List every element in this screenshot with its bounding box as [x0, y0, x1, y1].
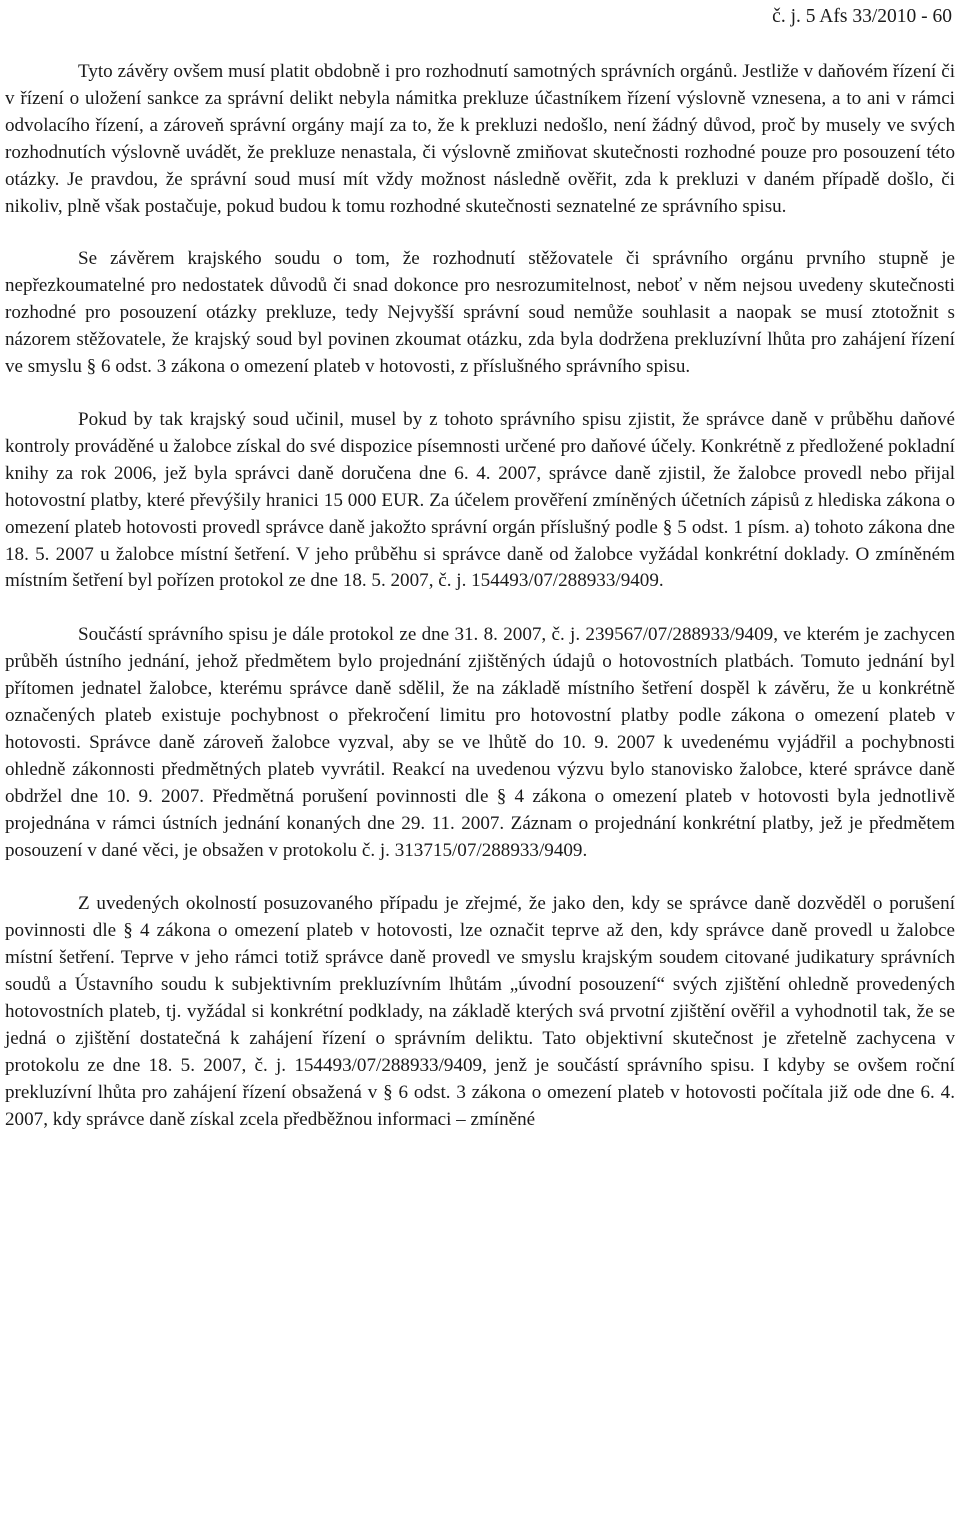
paragraph-2: Se závěrem krajského soudu o tom, že rozhodnutí stěžovatele či správního orgánu prvního stupně je nepřezkoumatelné pro nedostatek důvodů či snad dokonce pro nesrozumitelnost, neboť v něm nejsou uvedeny skutečnosti rozhodné pro posouzení otázky prekluze, tedy Nejvyšší správní soud nemůže souhlasit a naopak se musí ztotožnit s názorem stěžovatele, že krajský soud byl povinen zkoumat otázku, zda byla dodržena prekluzívní lhůta pro zahájení řízení ve smyslu § 6 odst. 3 zákona o omezení plateb v hotovosti, z příslušného správního spisu.	[5, 248, 955, 378]
paragraph-4: Součástí správního spisu je dále protokol ze dne 31. 8. 2007, č. j. 239567/07/288933/9409, ve kterém je zachycen průběh ústního jednání, jehož předmětem bylo projednání zjištěných údajů o hotovostních platbách. Tomuto jednání byl přítomen jednatel žalobce, kterému správce daně sdělil, že na základě místního šetření dospěl k závěru, že u konkrétně označených plateb existuje pochybnost o překročení limitu pro hotovostní platby podle zákona o omezení plateb v hotovosti. Správce daně zároveň žalobce vyzval, aby se ve lhůtě do 10. 9. 2007 k uvedenému vyjádřil a pochybnosti ohledně zákonnosti předmětných plateb vyvrátil. Reakcí na uvedenou výzvu bylo stanovisko žalobce, které správce daně obdržel dne 10. 9. 2007. Předmětná porušení povinnosti dle § 4 zákona o omezení plateb v hotovosti byla jednotlivě projednána v rámci ústních jednání konaných dne 29. 11. 2007. Záznam o projednání konkrétní platby, jež je předmětem posouzení v dané věci, je obsažen v protokolu č. j. 313715/07/288933/9409.	[5, 624, 955, 861]
document-body	[5, 59, 955, 1134]
case-number-header: č. j. 5 Afs 33/2010 - 60	[772, 6, 952, 27]
paragraph-1: Tyto závěry ovšem musí platit obdobně i pro rozhodnutí samotných správních orgánů. Jestliže v daňovém řízení či v řízení o uložení sankce za správní delikt nebyla námitka prekluze účastníkem řízení výslovně vznesena, a to ani v rámci odvolacího řízení, a zároveň správní orgány mají za to, že k prekluzi nedošlo, není žádný důvod, proč by musely ve svých rozhodnutích výslovně uvádět, že prekluze nenastala, či výslovně zmiňovat skutečnosti rozhodné pouze pro posouzení této otázky. Je pravdou, že správní soud musí mít vždy možnost následně ověřit, zda k prekluzi v daném případě došlo, či nikoliv, plně však postačuje, pokud budou k tomu rozhodné skutečnosti seznatelné ze správního spisu.	[5, 61, 955, 217]
paragraph-5: Z uvedených okolností posuzovaného případu je zřejmé, že jako den, kdy se správce daně dozvěděl o porušení povinnosti dle § 4 zákona o omezení plateb v hotovosti, lze označit teprve až den, kdy správce daně provedl u žalobce místní šetření. Teprve v jeho rámci totiž správce daně provedl ve smyslu krajským soudem citované judikatury správních soudů a Ústavního soudu k subjektivním prekluzívním lhůtám „úvodní posouzení“ svých zjištění ohledně provedených hotovostních plateb, tj. vyžádal si konkrétní podklady, na základě kterých svá prvotní zjištění ověřil a vyhodnotil tak, že se jedná o zjištění dostatečná k zahájení řízení o správním deliktu. Tato objektivní skutečnost je zřetelně zachycena v protokolu ze dne 18. 5. 2007, č. j. 154493/07/288933/9409, jenž je součástí správního spisu. I kdyby se ovšem roční prekluzívní lhůta pro zahájení řízení obsažená v § 6 odst. 3 zákona o omezení plateb v hotovosti počítala již ode dne 6. 4. 2007, kdy správce daně získal zcela předběžnou informaci – zmíněné	[5, 893, 955, 1130]
paragraph-3: Pokud by tak krajský soud učinil, musel by z tohoto správního spisu zjistit, že správce daně v průběhu daňové kontroly prováděné u žalobce získal do své dispozice písemnosti určené pro daňové účely. Konkrétně z předložené pokladní knihy za rok 2006, jež byla správci daně doručena dne 6. 4. 2007, správce daně zjistil, že žalobce provedl nebo přijal hotovostní platby, které převýšily hranici 15 000 EUR. Za účelem prověření zmíněných účetních zápisů z hlediska zákona o omezení plateb hotovosti provedl správce daně jakožto správní orgán příslušný podle § 5 odst. 1 písm. a) tohoto zákona dne 18. 5. 2007 u žalobce místní šetření. V jeho průběhu si správce daně od žalobce vyžádal konkrétní doklady. O zmíněném místním šetření byl pořízen protokol ze dne 18. 5. 2007, č. j. 154493/07/288933/9409.	[5, 408, 955, 592]
